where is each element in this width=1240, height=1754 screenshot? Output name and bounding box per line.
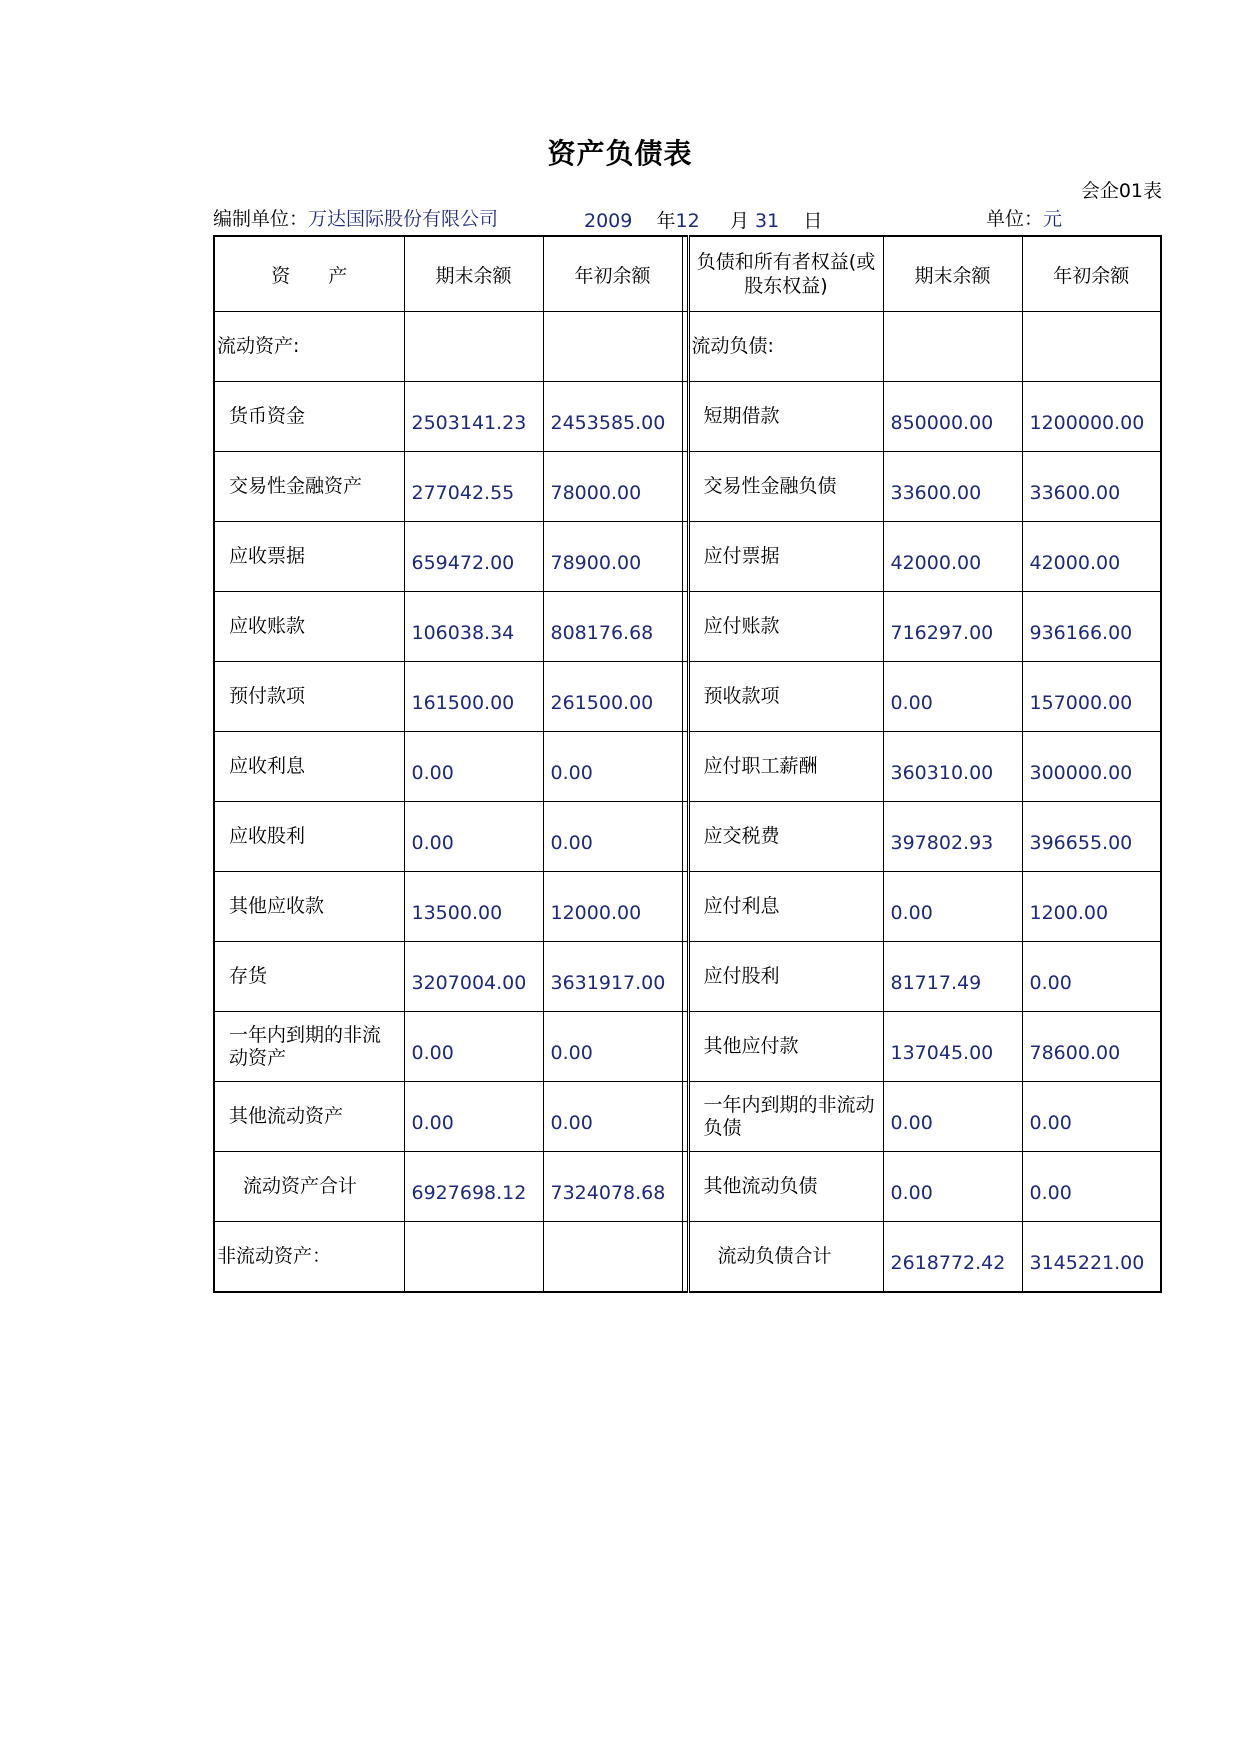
asset-item-label: 存货 bbox=[214, 942, 404, 1012]
asset-item-label: 应收利息 bbox=[214, 732, 404, 802]
asset-item-label: 应收账款 bbox=[214, 592, 404, 662]
asset-item-label: 其他流动资产 bbox=[214, 1082, 404, 1152]
header-liability-begin-balance: 年初余额 bbox=[1022, 236, 1161, 312]
liability-begin-balance bbox=[1022, 312, 1161, 382]
liability-end-balance: 33600.00 bbox=[883, 452, 1022, 522]
report-year: 2009 bbox=[584, 210, 633, 232]
asset-end-balance bbox=[404, 312, 543, 382]
asset-item-label: 流动资产: bbox=[214, 312, 404, 382]
asset-end-balance: 659472.00 bbox=[404, 522, 543, 592]
liability-item-label: 其他流动负债 bbox=[688, 1152, 883, 1222]
liability-begin-balance: 936166.00 bbox=[1022, 592, 1161, 662]
report-month: 12 bbox=[675, 210, 700, 232]
asset-end-balance: 0.00 bbox=[404, 1012, 543, 1082]
report-date bbox=[584, 206, 822, 233]
liability-end-balance: 397802.93 bbox=[883, 802, 1022, 872]
liability-end-balance: 0.00 bbox=[883, 1152, 1022, 1222]
table-header-row bbox=[214, 236, 1161, 312]
liability-end-balance: 42000.00 bbox=[883, 522, 1022, 592]
liability-item-label: 其他应付款 bbox=[688, 1012, 883, 1082]
liability-item-label: 预收款项 bbox=[688, 662, 883, 732]
table-row bbox=[214, 662, 1161, 732]
liability-end-balance: 716297.00 bbox=[883, 592, 1022, 662]
asset-item-label: 非流动资产： bbox=[214, 1222, 404, 1293]
company-name: 万达国际股份有限公司 bbox=[308, 208, 499, 230]
liability-end-balance: 0.00 bbox=[883, 872, 1022, 942]
day-suffix: 日 bbox=[803, 210, 823, 232]
asset-begin-balance: 7324078.68 bbox=[543, 1152, 682, 1222]
liability-end-balance: 0.00 bbox=[883, 1082, 1022, 1152]
liability-end-balance: 850000.00 bbox=[883, 382, 1022, 452]
asset-begin-balance: 78900.00 bbox=[543, 522, 682, 592]
asset-begin-balance: 0.00 bbox=[543, 732, 682, 802]
table-row bbox=[214, 1082, 1161, 1152]
asset-end-balance: 0.00 bbox=[404, 802, 543, 872]
currency-unit bbox=[986, 204, 1062, 231]
asset-end-balance: 0.00 bbox=[404, 732, 543, 802]
liability-end-balance: 2618772.42 bbox=[883, 1222, 1022, 1293]
liability-begin-balance: 157000.00 bbox=[1022, 662, 1161, 732]
asset-end-balance: 106038.34 bbox=[404, 592, 543, 662]
report-title: 资产负债表 bbox=[547, 137, 693, 170]
header-assets: 资 产 bbox=[214, 236, 404, 312]
table-row bbox=[214, 872, 1161, 942]
asset-begin-balance: 0.00 bbox=[543, 802, 682, 872]
liability-end-balance: 0.00 bbox=[883, 662, 1022, 732]
liability-end-balance: 137045.00 bbox=[883, 1012, 1022, 1082]
asset-item-label: 流动资产合计 bbox=[214, 1152, 404, 1222]
liability-begin-balance: 396655.00 bbox=[1022, 802, 1161, 872]
form-number: 会企01表 bbox=[1080, 180, 1162, 202]
liability-begin-balance: 300000.00 bbox=[1022, 732, 1161, 802]
liability-item-label: 交易性金融负债 bbox=[688, 452, 883, 522]
table-row bbox=[214, 732, 1161, 802]
asset-end-balance: 161500.00 bbox=[404, 662, 543, 732]
table-row bbox=[214, 942, 1161, 1012]
asset-end-balance: 3207004.00 bbox=[404, 942, 543, 1012]
asset-begin-balance: 2453585.00 bbox=[543, 382, 682, 452]
asset-item-label: 货币资金 bbox=[214, 382, 404, 452]
asset-item-label: 应收股利 bbox=[214, 802, 404, 872]
header-asset-begin-balance: 年初余额 bbox=[543, 236, 682, 312]
liability-begin-balance: 3145221.00 bbox=[1022, 1222, 1161, 1293]
liability-item-label: 应付利息 bbox=[688, 872, 883, 942]
liability-item-label: 一年内到期的非流动负债 bbox=[688, 1082, 883, 1152]
liability-begin-balance: 0.00 bbox=[1022, 942, 1161, 1012]
liability-begin-balance: 78600.00 bbox=[1022, 1012, 1161, 1082]
asset-item-label: 预付款项 bbox=[214, 662, 404, 732]
table-row bbox=[214, 312, 1161, 382]
asset-end-balance: 13500.00 bbox=[404, 872, 543, 942]
currency-label: 单位： bbox=[986, 208, 1044, 230]
table-row bbox=[214, 1152, 1161, 1222]
asset-item-label: 一年内到期的非流动资产 bbox=[214, 1012, 404, 1082]
table-row bbox=[214, 452, 1161, 522]
table-row bbox=[214, 382, 1161, 452]
liability-item-label: 应付职工薪酬 bbox=[688, 732, 883, 802]
asset-begin-balance: 0.00 bbox=[543, 1082, 682, 1152]
table-row bbox=[214, 1222, 1161, 1293]
currency-value: 元 bbox=[1043, 208, 1063, 230]
liability-begin-balance: 33600.00 bbox=[1022, 452, 1161, 522]
balance-sheet-table bbox=[213, 235, 1162, 1293]
liability-begin-balance: 1200.00 bbox=[1022, 872, 1161, 942]
asset-item-label: 交易性金融资产 bbox=[214, 452, 404, 522]
liability-item-label: 短期借款 bbox=[688, 382, 883, 452]
report-day: 31 bbox=[755, 210, 780, 232]
liability-item-label: 流动负债合计 bbox=[688, 1222, 883, 1293]
table-row bbox=[214, 802, 1161, 872]
liability-end-balance: 360310.00 bbox=[883, 732, 1022, 802]
table-row bbox=[214, 592, 1161, 662]
asset-begin-balance: 12000.00 bbox=[543, 872, 682, 942]
asset-end-balance: 277042.55 bbox=[404, 452, 543, 522]
liability-item-label: 应交税费 bbox=[688, 802, 883, 872]
liability-end-balance: 81717.49 bbox=[883, 942, 1022, 1012]
header-asset-end-balance: 期末余额 bbox=[404, 236, 543, 312]
asset-begin-balance: 0.00 bbox=[543, 1012, 682, 1082]
asset-end-balance bbox=[404, 1222, 543, 1293]
asset-end-balance: 6927698.12 bbox=[404, 1152, 543, 1222]
table-row bbox=[214, 1012, 1161, 1082]
liability-begin-balance: 0.00 bbox=[1022, 1152, 1161, 1222]
liability-item-label: 应付票据 bbox=[688, 522, 883, 592]
preparing-unit-label: 编制单位： bbox=[213, 208, 309, 230]
preparing-unit bbox=[213, 204, 498, 231]
liability-item-label: 应付账款 bbox=[688, 592, 883, 662]
asset-begin-balance bbox=[543, 312, 682, 382]
asset-begin-balance: 808176.68 bbox=[543, 592, 682, 662]
header-liability-end-balance: 期末余额 bbox=[883, 236, 1022, 312]
liability-begin-balance: 1200000.00 bbox=[1022, 382, 1161, 452]
asset-end-balance: 0.00 bbox=[404, 1082, 543, 1152]
liability-begin-balance: 42000.00 bbox=[1022, 522, 1161, 592]
asset-begin-balance: 261500.00 bbox=[543, 662, 682, 732]
header-liabilities: 负债和所有者权益(或股东权益) bbox=[688, 236, 883, 312]
liability-end-balance bbox=[883, 312, 1022, 382]
year-suffix: 年 bbox=[656, 210, 676, 232]
asset-begin-balance: 3631917.00 bbox=[543, 942, 682, 1012]
asset-item-label: 其他应收款 bbox=[214, 872, 404, 942]
asset-begin-balance bbox=[543, 1222, 682, 1293]
month-suffix: 月 bbox=[729, 210, 749, 232]
liability-item-label: 应付股利 bbox=[688, 942, 883, 1012]
asset-item-label: 应收票据 bbox=[214, 522, 404, 592]
liability-item-label: 流动负债: bbox=[688, 312, 883, 382]
asset-begin-balance: 78000.00 bbox=[543, 452, 682, 522]
asset-end-balance: 2503141.23 bbox=[404, 382, 543, 452]
liability-begin-balance: 0.00 bbox=[1022, 1082, 1161, 1152]
table-row bbox=[214, 522, 1161, 592]
